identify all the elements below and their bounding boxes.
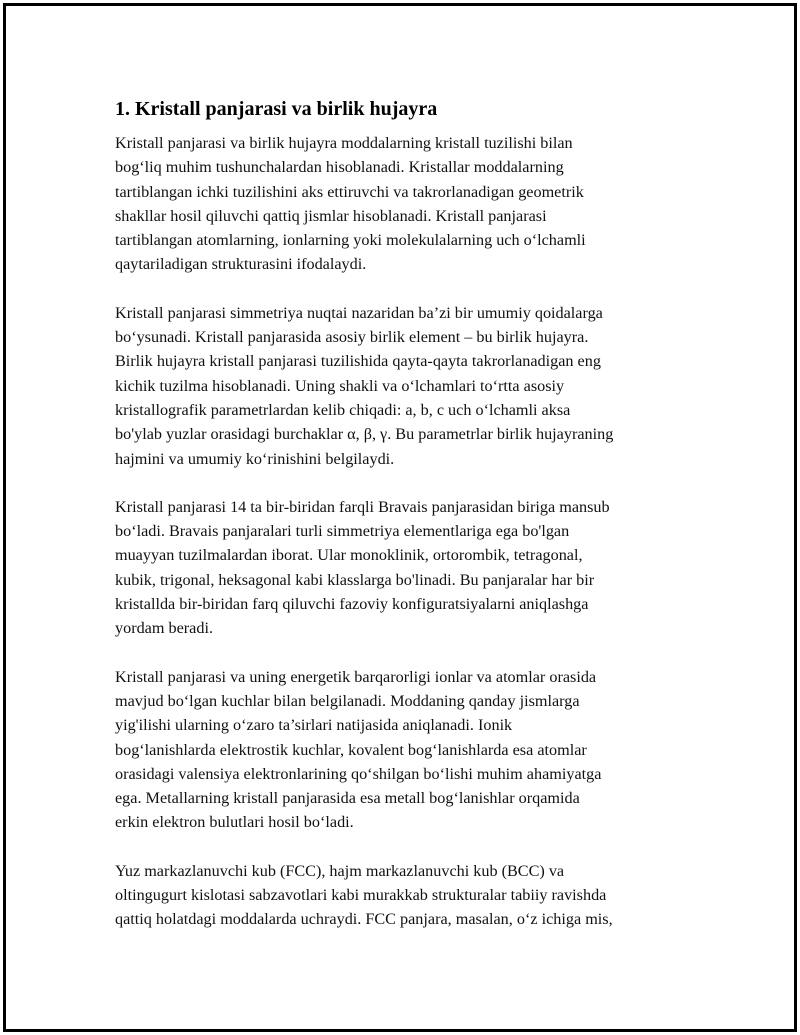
- text-line: bo'ylab yuzlar orasidagi burchaklar α, β, γ. Bu parametrlar birlik hujayraning: [115, 425, 614, 444]
- text-line: yig'ilishi ularning o‘zaro ta’sirlari natijasida aniqlanadi. Ionik: [115, 716, 513, 735]
- text-line: orasidagi valensiya elektronlarining qo‘shilgan bo‘lishi muhim ahamiyatga: [115, 764, 602, 783]
- text-line: Kristall panjarasi 14 ta bir-biridan farqli Bravais panjarasidan biriga mansub: [115, 497, 610, 516]
- text-line: hajmini va umumiy ko‘rinishini belgilaydi.: [115, 449, 395, 468]
- text-line: bo‘ysunadi. Kristall panjarasida asosiy birlik element – bu birlik hujayra.: [115, 328, 589, 347]
- text-line: bo‘ladi. Bravais panjaralari turli simmetriya elementlariga ega bo'lgan: [115, 522, 570, 541]
- text-line: bog‘liq muhim tushunchalardan hisoblanadi. Kristallar moddalarning: [115, 158, 564, 177]
- paragraph-2: [115, 301, 695, 471]
- text-line: kichik tuzilma hisoblanadi. Uning shakli va o‘lchamlari to‘rtta asosiy: [115, 376, 565, 395]
- paragraph-5: [115, 859, 695, 932]
- text-line: muayyan tuzilmalardan iborat. Ular monoklinik, ortorombik, tetragonal,: [115, 546, 583, 565]
- document-body: [115, 96, 695, 956]
- text-line: oltingugurt kislotasi sabzavotlari kabi murakkab strukturalar tabiiy ravishda: [115, 886, 607, 905]
- text-line: Kristall panjarasi simmetriya nuqtai nazaridan ba’zi bir umumiy qoidalarga: [115, 303, 603, 322]
- paragraph-4: [115, 665, 695, 835]
- text-line: shakllar hosil qiluvchi qattiq jismlar hisoblanadi. Kristall panjarasi: [115, 206, 547, 225]
- paragraph-1: [115, 131, 695, 277]
- text-line: Kristall panjarasi va uning energetik barqarorligi ionlar va atomlar orasida: [115, 667, 597, 686]
- text-line: mavjud bo‘lgan kuchlar bilan belgilanadi. Moddaning qanday jismlarga: [115, 691, 580, 710]
- text-line: Birlik hujayra kristall panjarasi tuzilishida qayta-qayta takrorlanadigan eng: [115, 352, 601, 371]
- text-line: ega. Metallarning kristall panjarasida esa metall bog‘lanishlar orqamida: [115, 789, 580, 808]
- text-line: Kristall panjarasi va birlik hujayra moddalarning kristall tuzilishi bilan: [115, 134, 573, 152]
- text-line: tartiblangan atomlarning, ionlarning yoki molekulalarning uch o‘lchamli: [115, 231, 586, 250]
- text-line: qaytariladigan strukturasini ifodalaydi.: [115, 255, 367, 274]
- text-line: erkin elektron bulutlari hosil bo‘ladi.: [115, 813, 354, 832]
- text-line: kubik, trigonal, heksagonal kabi klasslarga bo'linadi. Bu panjaralar har bir: [115, 570, 595, 589]
- paragraph-3: [115, 495, 695, 641]
- text-line: Yuz markazlanuvchi kub (FCC), hajm markazlanuvchi kub (BCC) va: [115, 861, 565, 880]
- text-line: yordam beradi.: [115, 619, 213, 638]
- text-line: bog‘lanishlarda elektrostik kuchlar, kovalent bog‘lanishlarda esa atomlar: [115, 740, 587, 759]
- text-line: tartiblangan ichki tuzilishini aks ettiruvchi va takrorlanadigan geometrik: [115, 182, 584, 201]
- text-line: kristallografik parametrlardan kelib chiqadi: a, b, c uch o‘lchamli aksa: [115, 400, 571, 419]
- text-line: kristallda bir-biridan farq qiluvchi fazoviy konfiguratsiyalarni aniqlashga: [115, 595, 589, 614]
- text-line: qattiq holatdagi moddalarda uchraydi. FCC panjara, masalan, o‘z ichiga mis,: [115, 910, 613, 929]
- section-heading: 1. Kristall panjarasi va birlik hujayra: [115, 98, 438, 120]
